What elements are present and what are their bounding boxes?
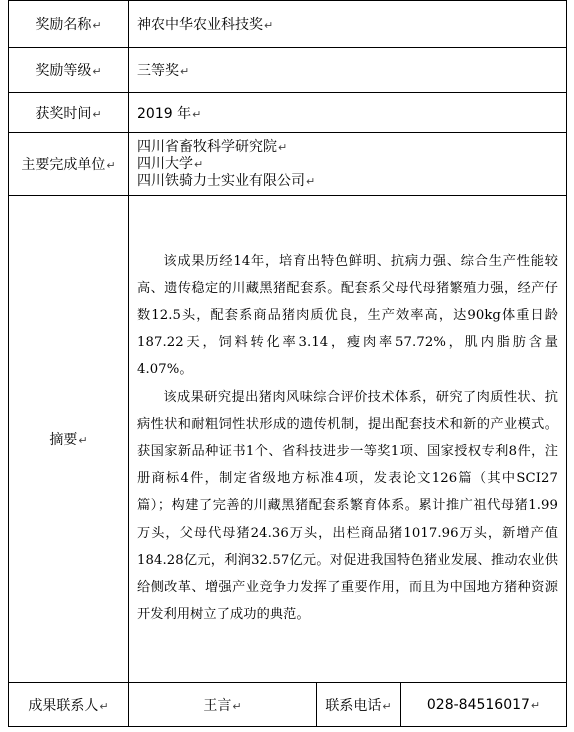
award-level-row [9, 48, 567, 93]
abstract-content [129, 196, 567, 683]
phone-value: 028-84516017↵ [401, 683, 567, 727]
award-time-label: 获奖时间↵ [9, 93, 129, 133]
paragraph-mark: ↵ [92, 19, 102, 32]
paragraph-mark: ↵ [192, 107, 202, 121]
organization-item: 四川省畜牧科学研究院↵ [137, 138, 288, 155]
organizations-label: 主要完成单位↵ [9, 133, 129, 196]
paragraph-mark: ↵ [232, 699, 242, 713]
award-name-label: 奖励名称↵ [9, 1, 129, 48]
paragraph-mark: ↵ [306, 174, 316, 188]
abstract-row [9, 196, 567, 683]
organizations-row [9, 133, 567, 196]
paragraph-mark: ↵ [92, 65, 102, 78]
paragraph-mark: ↵ [99, 699, 109, 713]
award-name-row [9, 1, 567, 48]
organizations-list [129, 133, 567, 196]
award-info-table [8, 0, 567, 727]
contact-row [9, 683, 567, 727]
paragraph-mark: ↵ [278, 140, 288, 154]
paragraph-mark: ↵ [264, 19, 274, 32]
paragraph-mark: ↵ [106, 159, 116, 172]
award-level-value: 三等奖↵ [129, 48, 567, 93]
award-level-label: 奖励等级↵ [9, 48, 129, 93]
paragraph-mark: ↵ [194, 157, 204, 171]
organization-item: 四川大学↵ [137, 155, 204, 172]
paragraph-mark: ↵ [530, 698, 541, 712]
contact-label: 成果联系人↵ [9, 683, 129, 727]
contact-name: 王言↵ [129, 683, 317, 727]
phone-label: 联系电话↵ [317, 683, 401, 727]
abstract-paragraph: 该成果历经14年，培育出特色鲜明、抗病力强、综合生产性能较高、遗传稳定的川藏黑猪配套系。配套系父母代母猪繁殖力强，经产仔数12.5头，配套系商品猪肉质优良，生产效率高，达90kg体重日龄187.22天，饲料转化率3.14，瘦肉率57.72%，肌内脂肪含量4.07%。 [137, 253, 559, 378]
paragraph-mark: ↵ [92, 107, 102, 121]
paragraph-mark: ↵ [382, 699, 392, 713]
abstract-paragraph: 该成果研究提出猪肉风味综合评价技术体系，研究了肉质性状、抗病性状和耐粗饲性状形成的遗传机制，提出配套技术和新的产业模式。获国家新品种证书1个、省科技进步一等奖1项、国家授权专利8件，注册商标4件，制定省级地方标准4项，发表论文126篇（其中SCI27篇）；构建了完善的川藏黑猪配套系繁育体系。累计推广祖代母猪1.99万头，父母代母猪24.36万头，出栏商品猪1017.96万头，新增产值184.28亿元，利润32.57亿元。对促进我国特色猪业发展、推动农业供给侧改革、增强产业竞争力发挥了重要作用，而且为中国地方猪种资源开发利用树立了成功的典范。 [137, 389, 559, 623]
paragraph-mark: ↵ [180, 65, 190, 78]
award-time-row [9, 93, 567, 133]
award-name-value: 神农中华农业科技奖↵ [129, 1, 567, 48]
organization-item: 四川铁骑力士实业有限公司↵ [137, 172, 316, 189]
paragraph-mark: ↵ [78, 434, 88, 447]
abstract-label: 摘要↵ [9, 196, 129, 683]
award-time-value: 2019 年↵ [129, 93, 567, 133]
